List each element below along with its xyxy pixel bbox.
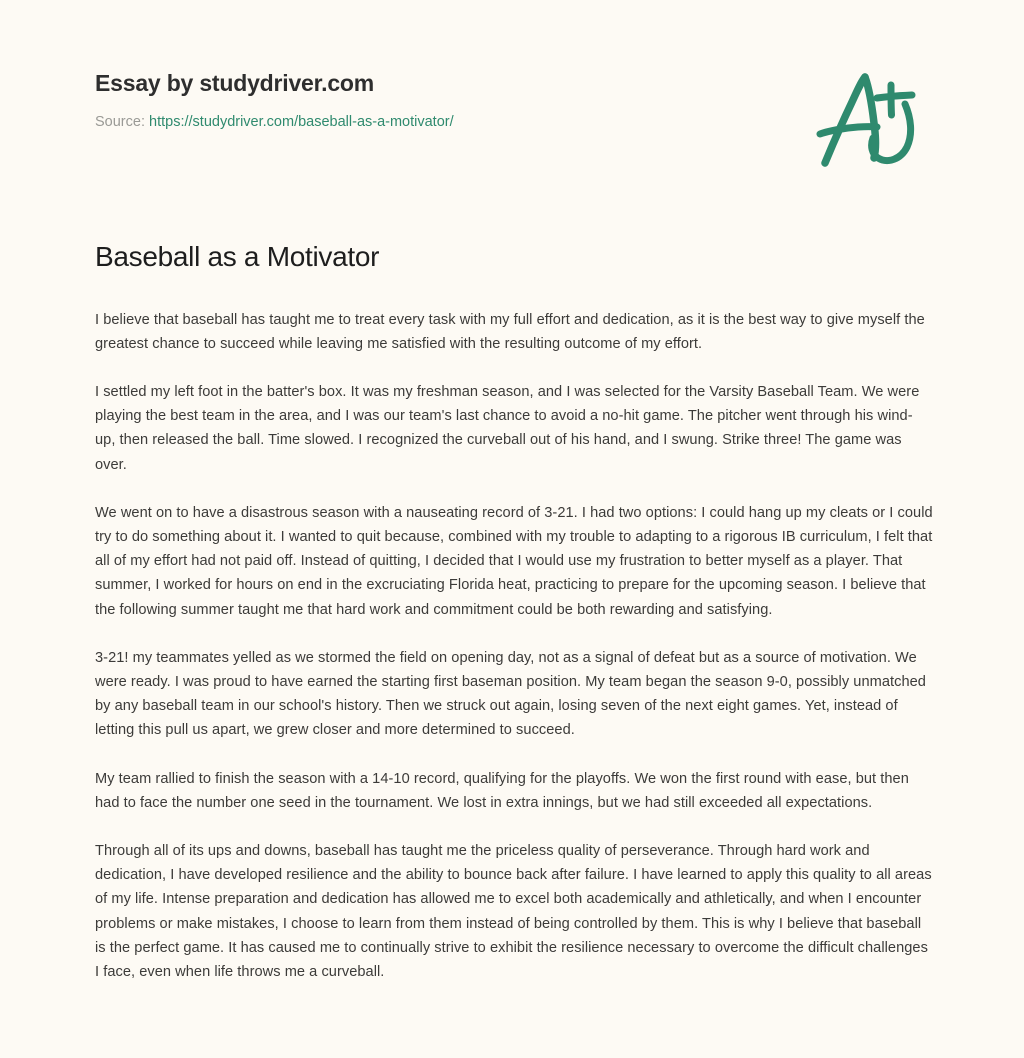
source-label: Source: xyxy=(95,113,145,130)
source-url-link[interactable]: https://studydriver.com/baseball-as-a-motivator/ xyxy=(149,113,454,130)
essay-paragraphs xyxy=(95,308,933,985)
header-text-block xyxy=(95,70,454,131)
a-plus-icon xyxy=(808,58,928,178)
article-body xyxy=(95,240,933,984)
site-title: Essay by studydriver.com xyxy=(95,70,375,96)
paragraph: My team rallied to finish the season with a 14-10 record, qualifying for the playoffs. We won the first round with ease, but then had to face the number one seed in the tournament. We lost in extra innings, but we had still exceeded all expectations. xyxy=(95,770,909,811)
paragraph: 3-21! my teammates yelled as we stormed the field on opening day, not as a signal of defeat but as a source of motivation. We were ready. I was proud to have earned the starting first baseman position. My team began the season 9-0, possibly unmatched by any baseball team in our school's history. Then we struck out again, losing seven of the next eight games. Yet, instead of letting this pull us apart, we grew closer and more determined to succeed. xyxy=(95,649,926,739)
page-header xyxy=(0,0,1024,200)
essay-title: Baseball as a Motivator xyxy=(95,241,380,272)
studydriver-a-plus-logo[interactable] xyxy=(808,58,928,178)
source-line xyxy=(95,113,454,132)
paragraph: I settled my left foot in the batter's box. It was my freshman season, and I was selected for the Varsity Baseball Team. We were playing the best team in the area, and I was our team's last chance to avoid a no-hit game. The pitcher went through his wind-up, then released the ball. Time slowed. I recognized the curveball out of his hand, and I swung. Strike three! The game was over. xyxy=(95,384,920,473)
paragraph: Through all of its ups and downs, baseball has taught me the priceless quality of perseverance. Through hard work and dedication, I have developed resilience and the ability to bounce back after failure. I have learned to apply this quality to all areas of my life. Intense preparation and dedication has allowed me to excel both academically and athletically, and when I encounter problems or make mistakes, I choose to learn from them instead of being controlled by them. This is why I believe that baseball is the perfect game. It has caused me to continually strive to exhibit the resilience necessary to overcome the difficult challenges I face, even when life throws me a curveball. xyxy=(95,843,932,981)
paragraph: We went on to have a disastrous season with a nauseating record of 3-21. I had two options: I could hang up my cleats or I could try to do something about it. I wanted to quit because, combined with my trouble to adapting to a rigorous IB curriculum, I felt that all of my effort had not paid off. Instead of quitting, I decided that I would use my frustration to better myself as a player. That summer, I worked for hours on end in the excruciating Florida heat, practicing to prepare for the upcoming season. I believe that the following summer taught me that hard work and commitment could be both rewarding and satisfying. xyxy=(95,504,933,618)
paragraph: I believe that baseball has taught me to treat every task with my full effort and dedication, as it is the best way to give myself the greatest chance to succeed while leaving me satisfied with the resulting outcome of my effort. xyxy=(95,311,925,352)
